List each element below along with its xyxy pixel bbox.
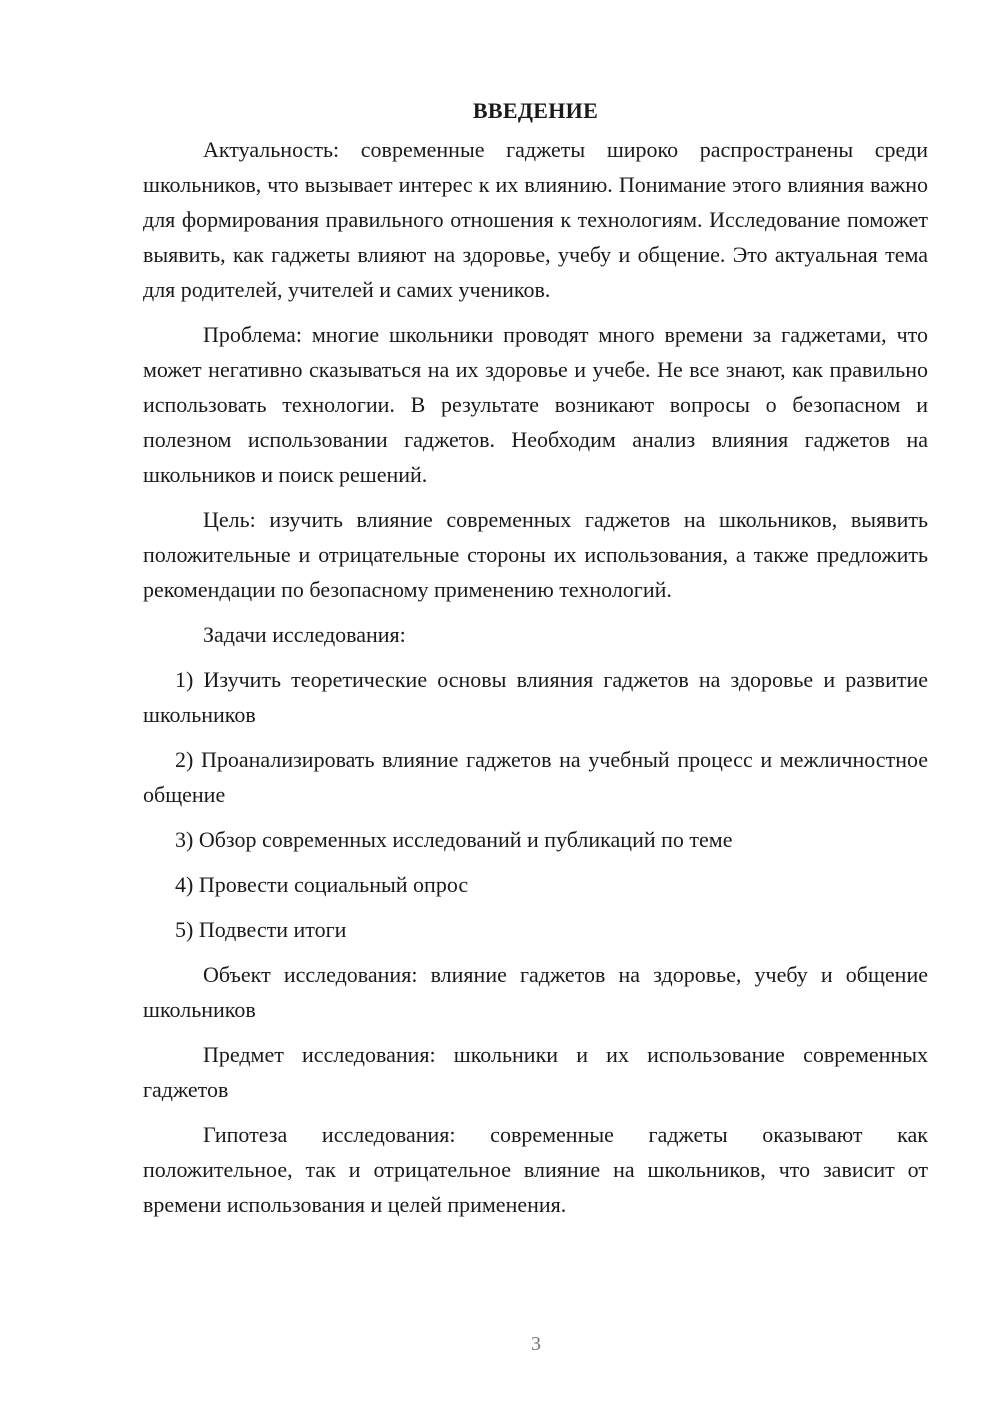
task-item-5: 5) Подвести итоги	[175, 917, 347, 942]
task-item-1: 1) Изучить теоретические основы влияния гаджетов на здоровье и развитие школьников	[143, 667, 928, 727]
tasks-list	[143, 662, 928, 947]
paragraph-object: Объект исследования: влияние гаджетов на здоровье, учебу и общение школьников	[143, 962, 928, 1022]
tasks-heading: Задачи исследования:	[203, 622, 406, 647]
page-number: 3	[531, 1333, 541, 1355]
paragraph-relevance: Актуальность: современные гаджеты широко распространены среди школьников, что вызывает интерес к их влиянию. Понимание этого влияния важно для формирования правильного отношения к технологиям. Исследование поможет выявить, как гаджеты влияют на здоровье, учебу и общение. Это актуальная тема для родителей, учителей и самих учеников.	[143, 137, 928, 302]
task-item-4: 4) Провести социальный опрос	[175, 872, 469, 897]
section-title: ВВЕДЕНИЕ	[472, 98, 599, 123]
task-item-2: 2) Проанализировать влияние гаджетов на учебный процесс и межличностное общение	[143, 747, 928, 807]
paragraph-hypothesis: Гипотеза исследования: современные гаджеты оказывают как положительное, так и отрицательное влияние на школьников, что зависит от времени использования и целей применения.	[143, 1122, 928, 1217]
paragraph-problem: Проблема: многие школьники проводят много времени за гаджетами, что может негативно сказываться на их здоровье и учебе. Не все знают, как правильно использовать технологии. В результате возникают вопросы о безопасном и полезном использовании гаджетов. Необходим анализ влияния гаджетов на школьников и поиск решений.	[143, 322, 928, 487]
paragraph-subject: Предмет исследования: школьники и их использование современных гаджетов	[143, 1042, 928, 1102]
task-item-3: 3) Обзор современных исследований и публикаций по теме	[175, 827, 733, 852]
paragraph-goal: Цель: изучить влияние современных гаджетов на школьников, выявить положительные и отрицательные стороны их использования, а также предложить рекомендации по безопасному применению технологий.	[143, 507, 928, 602]
document-page	[143, 94, 928, 1232]
